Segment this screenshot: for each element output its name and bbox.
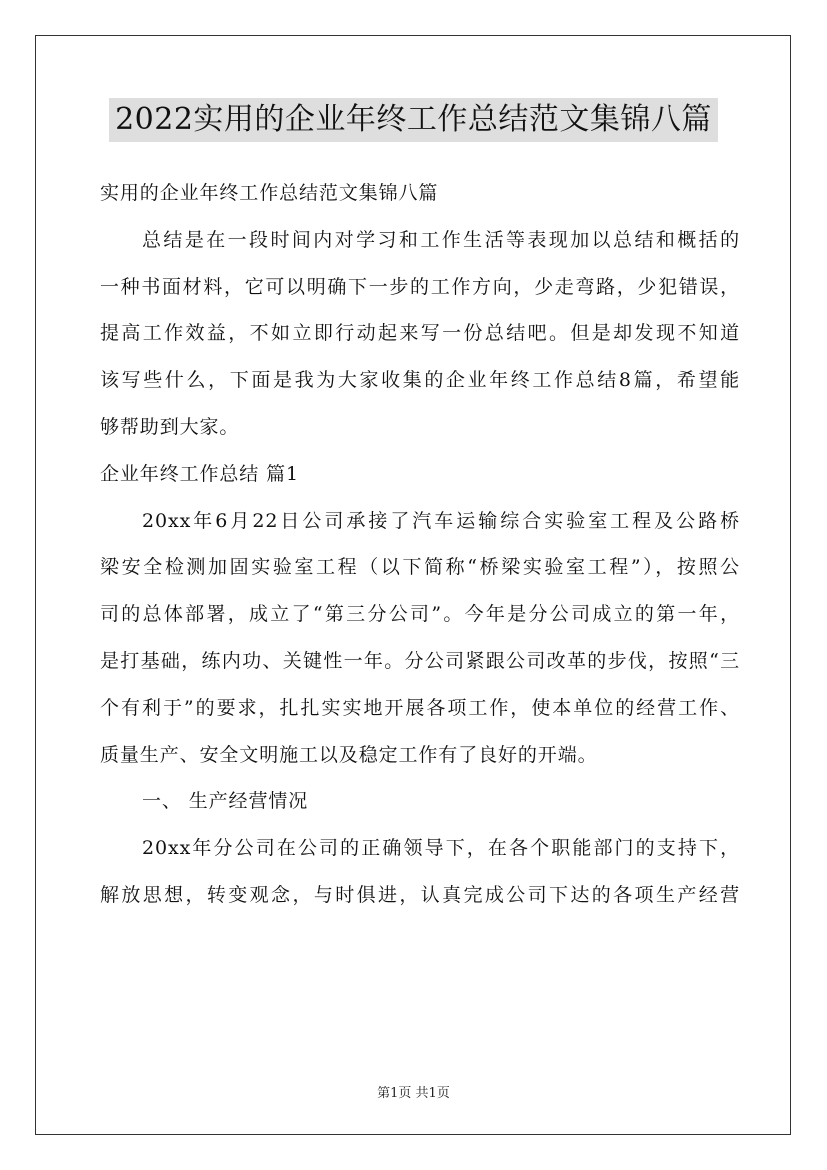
text-line: 20xx年6月22日公司承接了汽车运输综合实验室工程及公路桥 (142, 509, 740, 532)
document-body (100, 170, 740, 919)
title-container (0, 98, 827, 142)
text-line: 20xx年分公司在公司的正确领导下，在各个职能部门的支持下， (142, 837, 740, 860)
text-line: 质量生产、安全文明施工以及稳定工作有了良好的开端。 (100, 743, 598, 766)
text-line: 解放思想，转变观念，与时俱进，认真完成公司下达的各项生产经营 (100, 883, 740, 906)
text-line: 梁安全检测加固实验室工程（以下简称“桥梁实验室工程”），按照公 (100, 556, 740, 579)
text-line: 是打基础，练内功、关键性一年。分公司紧跟公司改革的步伐，按照“三 (100, 649, 740, 672)
text-line: 个有利于”的要求，扎扎实实地开展各项工作，使本单位的经营工作、 (100, 696, 740, 719)
page-footer: 第1页 共1页 (377, 1086, 450, 1101)
text-line: 提高工作效益，不如立即行动起来写一份总结吧。但是却发现不知道 (100, 322, 740, 345)
text-line: 一、 生产经营情况 (142, 790, 309, 813)
text-line: 实用的企业年终工作总结范文集锦八篇 (100, 182, 439, 204)
text-line: 司的总体部署，成立了“第三分公司”。今年是分公司成立的第一年， (100, 603, 740, 626)
text-line: 总结是在一段时间内对学习和工作生活等表现加以总结和概括的 (142, 228, 740, 251)
text-line: 够帮助到大家。 (100, 415, 240, 438)
text-line: 该写些什么，下面是我为大家收集的企业年终工作总结8篇，希望能 (100, 369, 740, 392)
text-line: 一种书面材料，它可以明确下一步的工作方向，少走弯路，少犯错误， (100, 275, 740, 298)
document-title: 2022实用的企业年终工作总结范文集锦八篇 (109, 98, 718, 142)
text-line: 企业年终工作总结 篇1 (100, 462, 300, 485)
